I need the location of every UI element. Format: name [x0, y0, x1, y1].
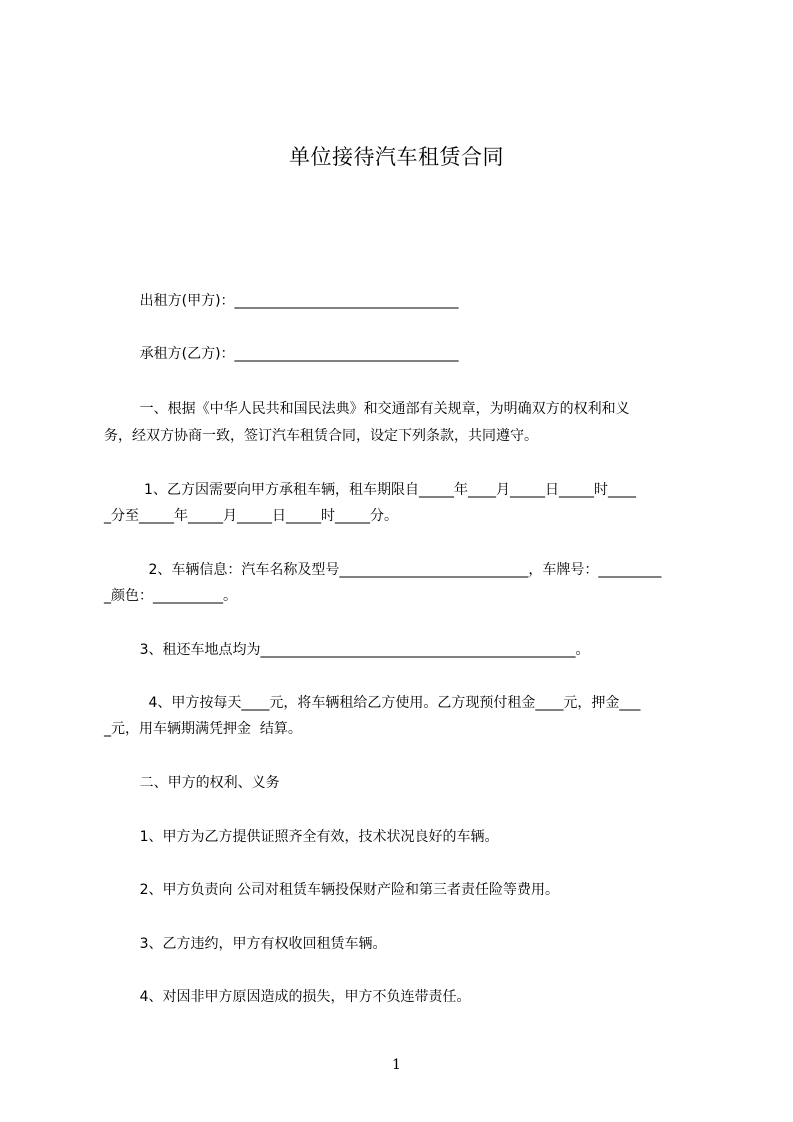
lessee-party-line: 承租方(乙方)：________________________________: [104, 346, 459, 362]
page-number: 1: [392, 1057, 401, 1073]
section-one-line-1: 一、根据《中华人民共和国民法典》和交通部有关规章，为明确双方的权利和义: [104, 401, 630, 417]
clause-3-line: 3、租还车地点均为_____________________________________________。: [104, 642, 590, 658]
clause-2-line-2: _颜色：__________。: [104, 588, 237, 604]
clause-1-line-2: _分至_____年_____月_____日_____时_____分。: [104, 508, 398, 524]
clause-4-line-2: _元，用车辆期满凭押金 结算。: [104, 721, 302, 737]
clause-2-line-1: 2、车辆信息：汽车名称及型号___________________________，车牌号：_________: [104, 562, 662, 578]
document-title: 单位接待汽车租赁合同: [289, 145, 504, 169]
clause-1-line-1: 1、乙方因需要向甲方承租车辆，租车期限自_____年____月_____日_____时____: [104, 482, 636, 498]
clause-4-line-1: 4、甲方按每天____元，将车辆租给乙方使用。乙方现预付租金____元，押金___: [104, 695, 641, 711]
lessor-party-line: 出租方(甲方)：________________________________: [104, 293, 459, 309]
section-one-line-2: 务，经双方协商一致，签订汽车租赁合同，设定下列条款，共同遵守。: [104, 428, 538, 444]
lessor-duty-3: 3、乙方违约，甲方有权收回租赁车辆。: [104, 936, 387, 952]
section-two-heading: 二、甲方的权利、义务: [104, 775, 280, 791]
lessor-duty-2: 2、甲方负责向 公司对租赁车辆投保财产险和第三者责任险等费用。: [104, 882, 559, 898]
lessor-duty-1: 1、甲方为乙方提供证照齐全有效，技术状况良好的车辆。: [104, 829, 499, 845]
lessor-duty-4: 4、对因非甲方原因造成的损失，甲方不负连带责任。: [104, 989, 471, 1005]
